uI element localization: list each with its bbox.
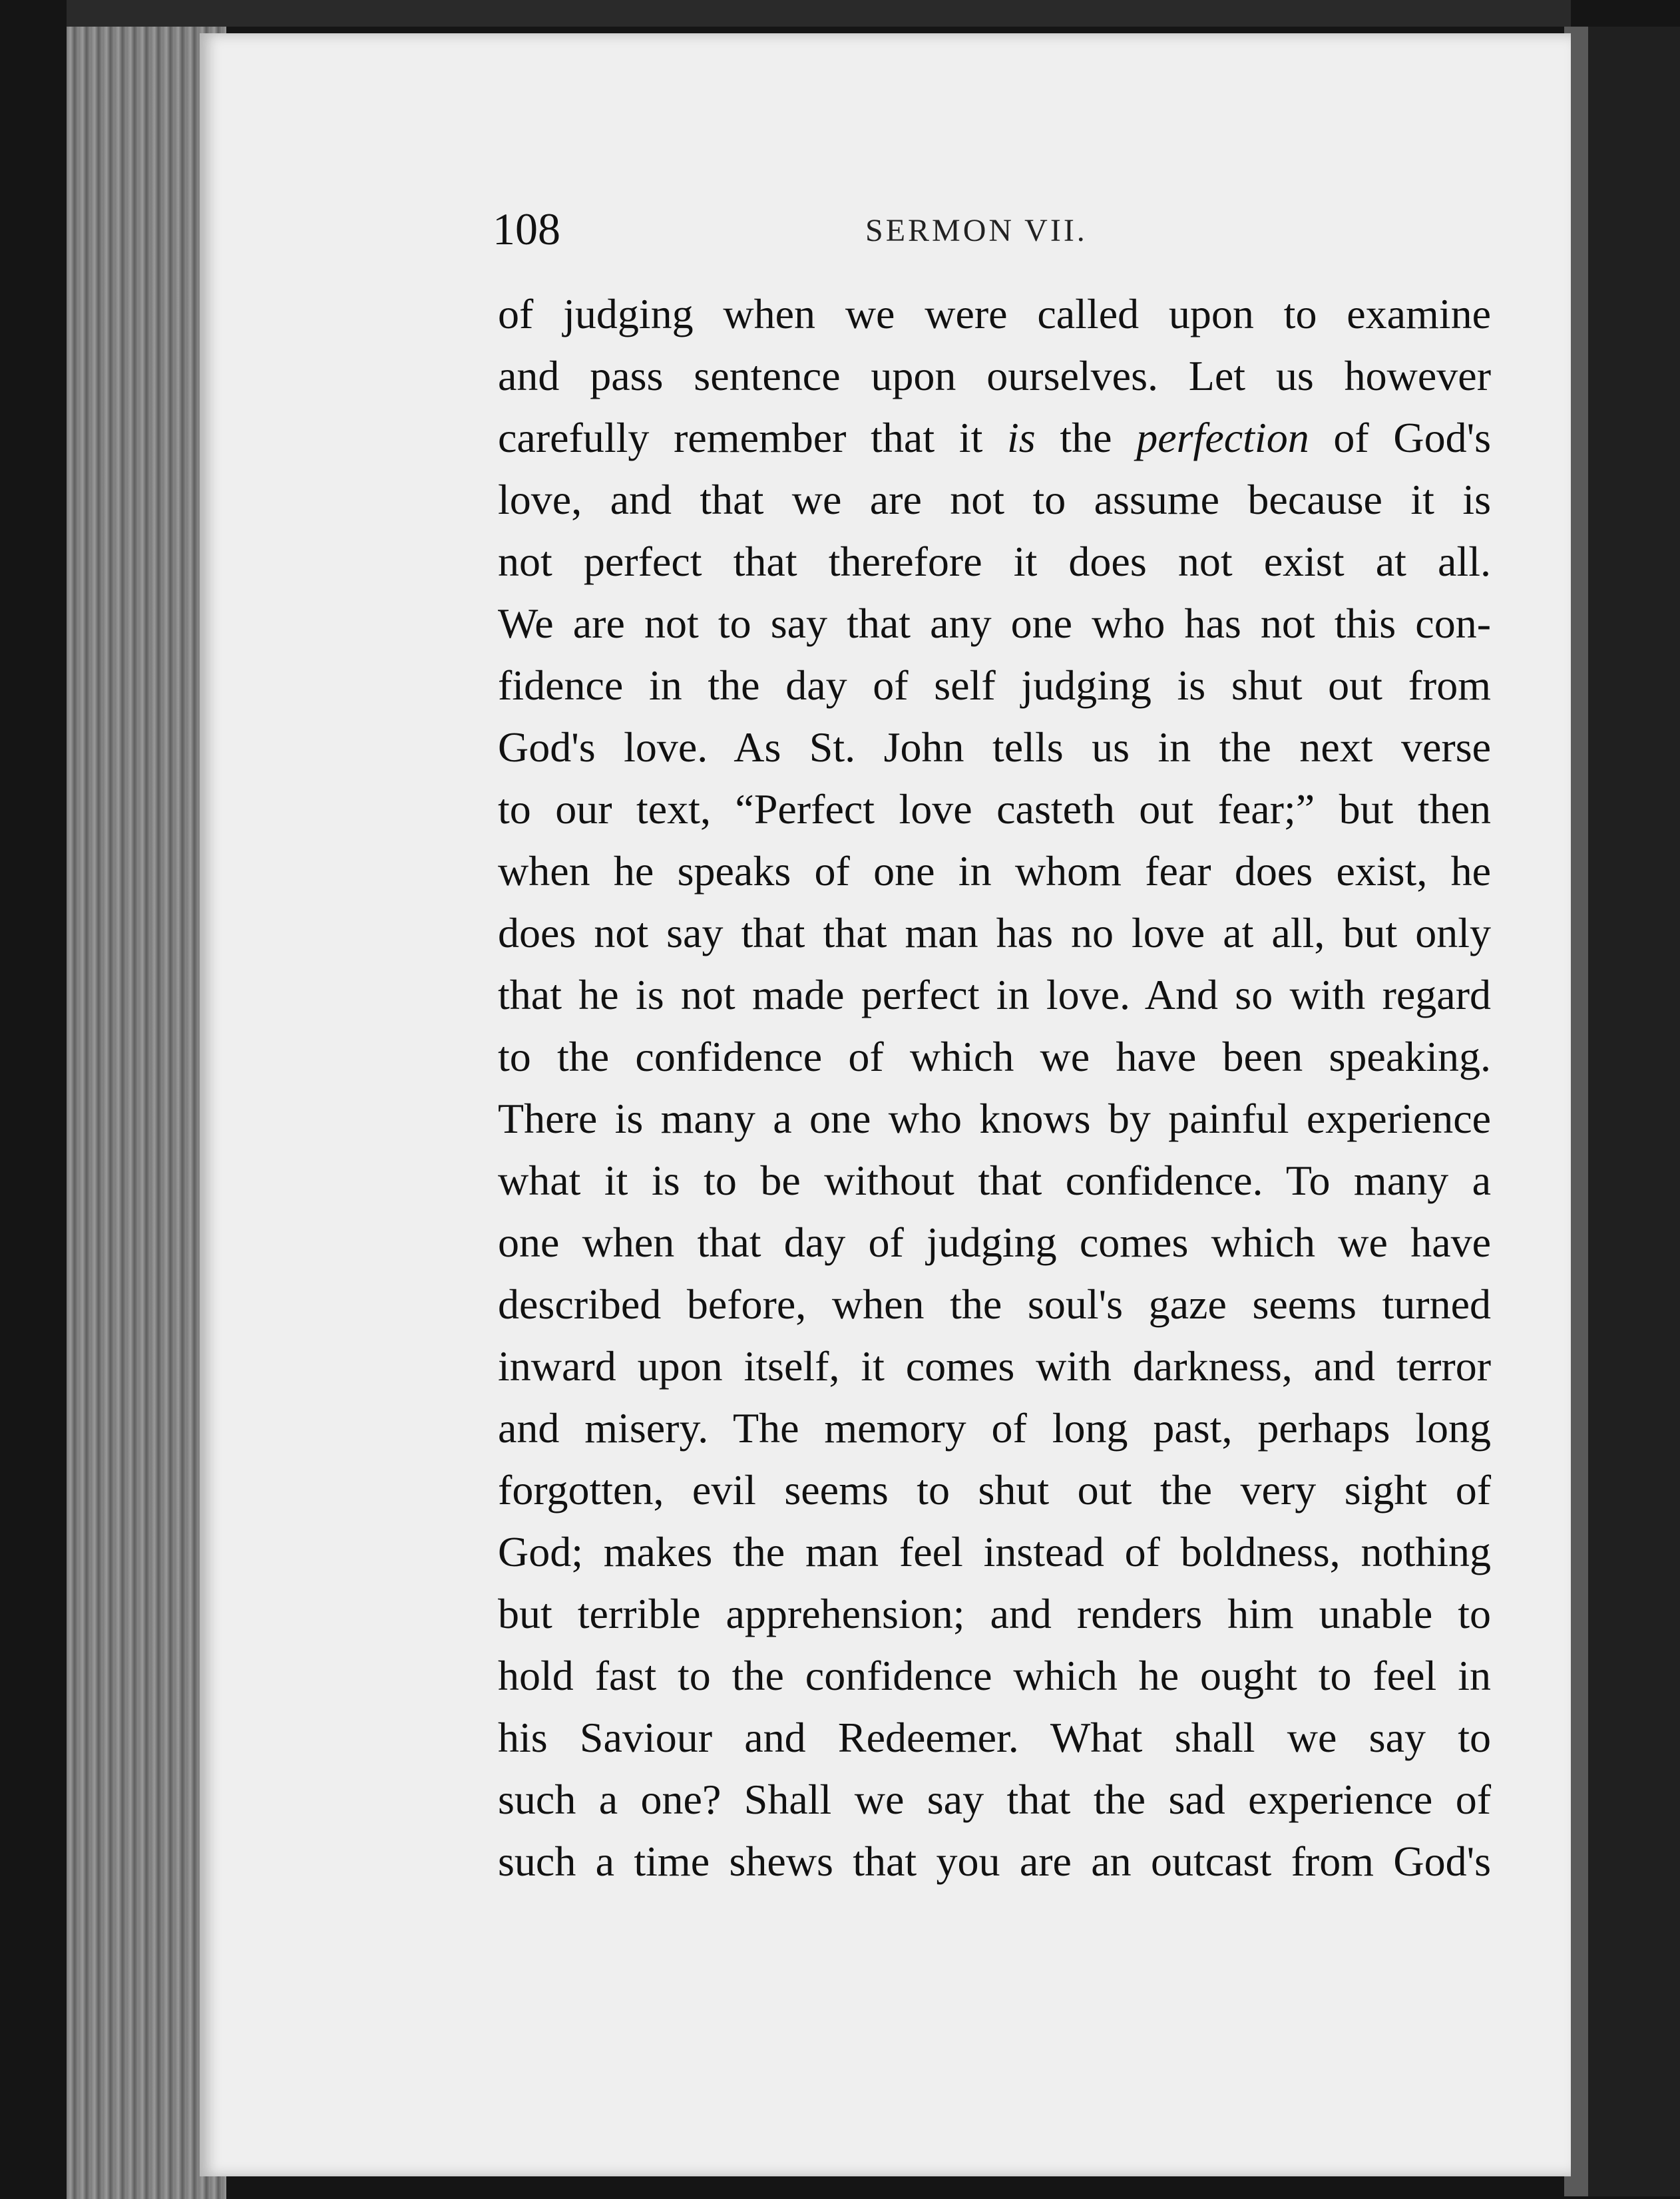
running-head: SERMON VII.	[865, 213, 1088, 248]
text-line-2: and pass sentence upon ourselves. Let us however	[498, 352, 1491, 399]
text-line-23: hold fast to the confidence which he ought to feel in	[498, 1652, 1491, 1699]
text-line-25: such a one? Shall we say that the sad experience of	[498, 1776, 1491, 1823]
page-edges-top	[67, 0, 1571, 27]
text-line-3-italic-is: is	[1007, 414, 1036, 461]
text-line-22: but terrible apprehension; and renders him unable to	[498, 1590, 1491, 1637]
text-line-8: God's love. As St. John tells us in the next verse	[498, 723, 1491, 771]
page-number: 108	[493, 204, 560, 254]
text-line-1: of judging when we were called upon to examine	[498, 290, 1491, 337]
text-line-3-start: carefully remember that it	[498, 414, 1008, 461]
text-line-9: to our text, “Perfect love casteth out fear;” but then	[498, 785, 1491, 833]
text-line-21: God; makes the man feel instead of boldness, nothing	[498, 1528, 1491, 1575]
text-line-6: We are not to say that any one who has not this con-	[498, 600, 1491, 647]
text-line-10: when he speaks of one in whom fear does exist, he	[498, 847, 1491, 895]
text-line-5: not perfect that therefore it does not exist at all.	[498, 538, 1491, 585]
text-line-15: what it is to be without that confidence. To many a	[498, 1157, 1491, 1204]
text-line-20: forgotten, evil seems to shut out the very sight of	[498, 1466, 1491, 1513]
text-line-14: There is many a one who knows by painful experience	[498, 1095, 1491, 1142]
text-line-18: inward upon itself, it comes with darkness, and terror	[498, 1342, 1491, 1390]
sermon-text	[498, 283, 1491, 1892]
text-line-3-end: of God's	[1309, 414, 1492, 461]
text-line-19: and misery. The memory of long past, perhaps long	[498, 1404, 1491, 1452]
text-line-3	[498, 407, 1491, 469]
text-line-3-italic-perfection: perfection	[1136, 414, 1309, 461]
text-line-3-middle: the	[1035, 414, 1137, 461]
text-line-16: one when that day of judging comes which we have	[498, 1219, 1491, 1266]
text-line-13: to the confidence of which we have been speaking.	[498, 1033, 1491, 1080]
text-line-26: such a time shews that you are an outcast from God's	[498, 1838, 1491, 1885]
facing-page-shadow	[1588, 27, 1680, 2196]
text-line-12: that he is not made perfect in love. And so with regard	[498, 971, 1491, 1018]
text-line-11: does not say that that man has no love at all, but only	[498, 909, 1491, 956]
text-line-4: love, and that we are not to assume because it is	[498, 476, 1491, 523]
text-line-7: fidence in the day of self judging is shut out from	[498, 662, 1491, 709]
text-line-24: his Saviour and Redeemer. What shall we say to	[498, 1714, 1491, 1761]
text-line-17: described before, when the soul's gaze seems turned	[498, 1281, 1491, 1328]
page-header	[493, 203, 1491, 263]
